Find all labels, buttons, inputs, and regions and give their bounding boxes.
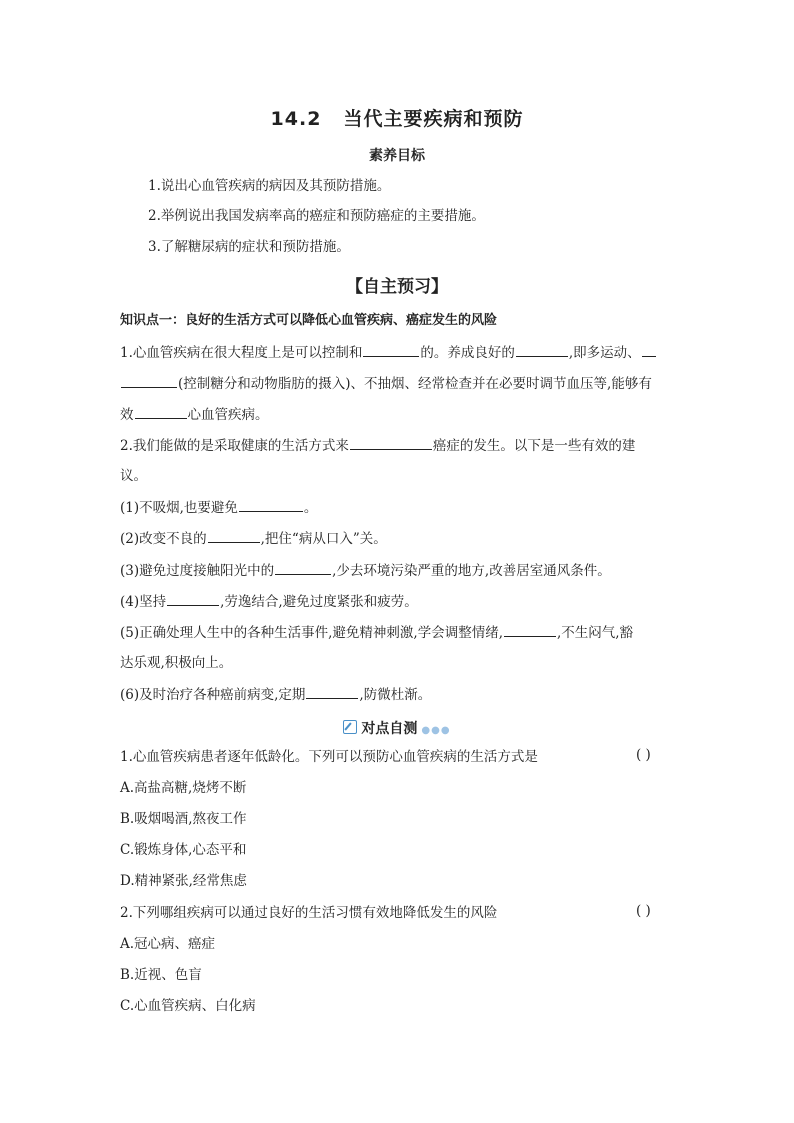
q2-item-2-text: (2)改变不良的 — [120, 531, 207, 547]
selftest-heading — [0, 718, 794, 738]
goal-item-3: 3.了解糖尿病的症状和预防措施。 — [148, 239, 350, 255]
answer-blank[interactable] — [275, 560, 331, 575]
q1-text-b: 的。养成良好的 — [420, 345, 515, 361]
q1-text-a: 1.心血管疾病在很大程度上是可以控制和 — [120, 345, 363, 361]
fill-q1-line1 — [120, 342, 657, 363]
q2-item-4-text: (4)坚持 — [120, 594, 167, 610]
lesson-number: 14.2 — [270, 108, 322, 130]
goal-item-1: 1.说出心血管疾病的病因及其预防措施。 — [148, 178, 391, 194]
mc2-answer-paren[interactable]: ( ) — [636, 903, 651, 919]
goal-item-2: 2.举例说出我国发病率高的癌症和预防癌症的主要措施。 — [148, 208, 485, 224]
section-heading: 【自主预习】 — [346, 277, 448, 297]
q2-item-4 — [120, 591, 418, 612]
answer-blank[interactable] — [208, 528, 260, 543]
lesson-title: 当代主要疾病和预防 — [343, 108, 524, 130]
answer-blank[interactable] — [504, 622, 556, 637]
q2-item-4-end: ,劳逸结合,避免过度紧张和疲劳。 — [220, 594, 418, 610]
q2-item-3-end: ,少去环境污染严重的地方,改善居室通风条件。 — [332, 563, 611, 579]
q2-item-3-text: (3)避免过度接触阳光中的 — [120, 563, 275, 579]
q2-item-6-text: (6)及时治疗各种癌前病变,定期 — [120, 687, 306, 703]
answer-blank[interactable] — [239, 497, 303, 512]
q2-item-1-text: (1)不吸烟,也要避免 — [120, 500, 238, 516]
q1-text-e: 效 — [120, 407, 134, 423]
answer-blank[interactable] — [306, 684, 358, 699]
answer-blank[interactable] — [350, 435, 432, 450]
answer-blank[interactable] — [121, 373, 177, 388]
q2-item-5-text: (5)正确处理人生中的各种生活事件,避免精神刺激,学会调整情绪, — [120, 625, 503, 641]
q2-item-1-end: 。 — [303, 500, 318, 516]
mc1-option-d[interactable]: D.精神紧张,经常焦虑 — [120, 873, 247, 889]
q2-item-2-end: ,把住“病从口入”关。 — [260, 531, 387, 547]
pencil-icon — [343, 720, 357, 734]
mc1-option-a[interactable]: A.高盐高糖,烧烤不断 — [120, 780, 247, 796]
page-title — [0, 104, 794, 131]
knowledge-point-heading: 知识点一：良好的生活方式可以降低心血管疾病、癌症发生的风险 — [120, 313, 498, 328]
mc2-option-a[interactable]: A.冠心病、癌症 — [120, 936, 216, 952]
q1-text-f: 心血管疾病。 — [187, 407, 269, 423]
mc1-option-b[interactable]: B.吸烟喝酒,熬夜工作 — [120, 811, 247, 827]
q1-text-d: (控制糖分和动物脂肪的摄入)、不抽烟、经常检查并在必要时调节血压等,能够有 — [178, 376, 652, 392]
answer-blank[interactable] — [167, 591, 219, 606]
mc1-option-c[interactable]: C.锻炼身体,心态平和 — [120, 842, 247, 858]
q2-text-b: 癌症的发生。以下是一些有效的建 — [432, 438, 636, 454]
q2-item-3 — [120, 560, 611, 581]
fill-q2-line2: 议。 — [120, 468, 147, 484]
q2-item-2 — [120, 528, 387, 549]
q2-item-5 — [120, 622, 633, 643]
answer-blank[interactable] — [135, 404, 187, 419]
dots-decoration: ●●● — [421, 725, 451, 736]
q2-item-1 — [120, 497, 317, 518]
fill-q1-line3 — [120, 404, 269, 425]
fill-q1-line2 — [120, 373, 652, 394]
selftest-label: 对点自测 — [361, 721, 418, 737]
answer-blank[interactable] — [363, 342, 419, 357]
mc1-question: 1.心血管疾病患者逐年低龄化。下列可以预防心血管疾病的生活方式是 — [120, 749, 538, 765]
answer-blank[interactable] — [516, 342, 568, 357]
q2-text-a: 2.我们能做的是采取健康的生活方式来 — [120, 438, 349, 454]
q2-item-5-end: ,不生闷气,豁 — [557, 625, 634, 641]
q2-item-6-end: ,防微杜渐。 — [359, 687, 432, 703]
fill-q2-line1 — [120, 435, 635, 456]
q1-text-c: ,即多运动、 — [568, 345, 641, 361]
mc2-option-c[interactable]: C.心血管疾病、白化病 — [120, 998, 256, 1014]
goals-heading: 素养目标 — [369, 148, 425, 164]
q2-item-6 — [120, 684, 431, 705]
mc1-answer-paren[interactable]: ( ) — [636, 747, 651, 763]
answer-blank[interactable] — [642, 342, 656, 357]
mc2-option-b[interactable]: B.近视、色盲 — [120, 967, 202, 983]
q2-item-5-cont: 达乐观,积极向上。 — [120, 655, 233, 671]
mc2-question: 2.下列哪组疾病可以通过良好的生活习惯有效地降低发生的风险 — [120, 905, 498, 921]
